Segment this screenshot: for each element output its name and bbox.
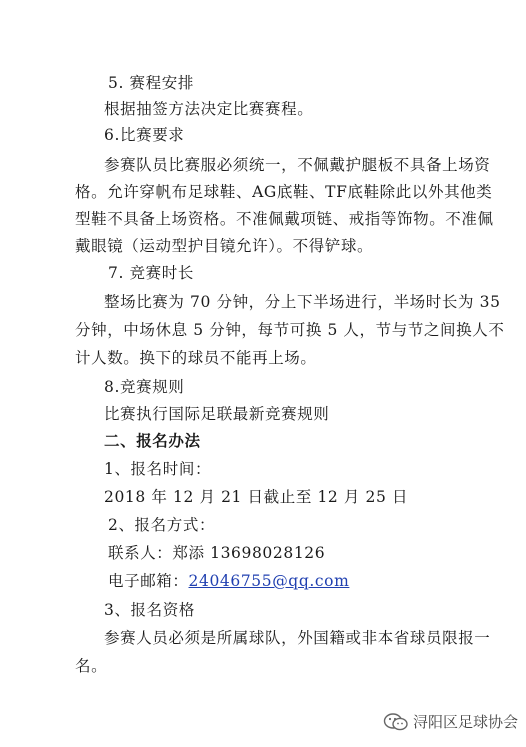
- email-label: 电子邮箱：: [108, 572, 189, 590]
- registration-time-value: 2018 年 12 月 21 日截止至 12 月 25 日: [104, 488, 409, 506]
- registration-time-label: 1、报名时间：: [104, 460, 212, 478]
- section-8-heading: 8.竞赛规则: [104, 378, 185, 396]
- section-7-body-line-2: 分钟，中场休息 5 分钟，每节可换 5 人，节与节之间换人不: [75, 321, 505, 339]
- contact-person: 联系人：郑添 13698028126: [108, 544, 326, 562]
- section-8-body: 比赛执行国际足联最新竞赛规则: [104, 405, 330, 423]
- section-6-body-line-1: 参赛队员比赛服必须统一，不佩戴护腿板不具备上场资: [104, 156, 491, 174]
- registration-method-label: 2、报名方式：: [108, 516, 216, 534]
- section-6-body-line-3: 型鞋不具备上场资格。不准佩戴项链、戒指等饰物。不准佩: [75, 210, 494, 228]
- eligibility-body-line-1: 参赛人员必须是所属球队，外国籍或非本省球员限报一: [104, 629, 491, 647]
- eligibility-heading: 3、报名资格: [104, 601, 195, 619]
- account-watermark: [383, 711, 518, 732]
- section-7-body-line-3: 计人数。换下的球员不能再上场。: [75, 349, 317, 367]
- section-7-heading: 7. 竞赛时长: [108, 264, 194, 282]
- email-row: [108, 571, 349, 591]
- section-5-body: 根据抽签方法决定比赛赛程。: [104, 100, 314, 118]
- watermark-text: 浔阳区足球协会: [412, 713, 518, 731]
- section-6-body-line-2: 格。允许穿帆布足球鞋、AG底鞋、TF底鞋除此以外其他类: [75, 183, 493, 201]
- email-link[interactable]: 24046755@qq.com: [188, 572, 350, 590]
- wechat-icon: [383, 712, 409, 732]
- registration-heading: 二、报名办法: [104, 431, 201, 450]
- section-7-body-line-1: 整场比赛为 70 分钟，分上下半场进行，半场时长为 35: [104, 293, 501, 311]
- eligibility-body-line-2: 名。: [75, 657, 108, 675]
- section-6-heading: 6.比赛要求: [104, 126, 185, 144]
- section-6-body-line-4: 戴眼镜（运动型护目镜允许）。不得铲球。: [75, 237, 374, 255]
- section-5-heading: 5. 赛程安排: [108, 74, 194, 92]
